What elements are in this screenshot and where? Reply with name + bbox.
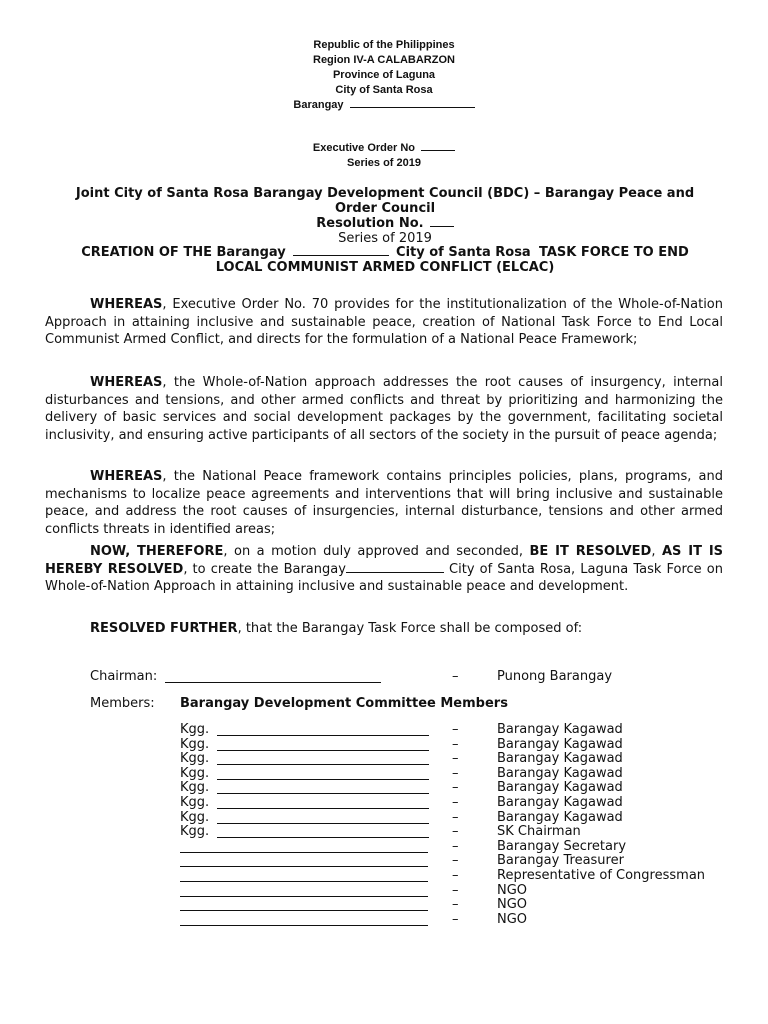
member-dash: – [452,751,459,767]
member-name-line [180,840,428,853]
member-prefix: Kgg. [180,751,210,767]
whereas-keyword: WHEREAS [90,469,163,484]
header-province: Province of Laguna [332,69,436,81]
whereas-text: , the National Peace framework contains principles policies, plans, programs, and mechanisms to localize peace agreements and interventions that will bring inclusive and sustainable peace, and address the root causes of insurgencies, internal disturbance, tensions and other armed conflicts threats in identified areas; [45,469,723,537]
member-dash: – [452,838,459,854]
resolution-number-line [40,216,730,231]
member-prefix: Kgg. [180,824,210,840]
now-therefore-text2: , [651,544,662,559]
member-dash: – [452,897,459,913]
hereby-resolved-keyword: AS IT IS HEREBY RESOLVED [45,544,724,577]
task-force-barangay-blank [346,572,444,573]
council-title-line2 [40,201,730,216]
member-prefix: Kgg. [180,736,210,752]
whereas-keyword: WHEREAS [90,375,163,390]
resolution-series: Series of 2019 [338,231,432,246]
whereas-clause-1 [45,296,723,349]
resolution-number-blank [430,226,454,227]
whereas-text: , the Whole-of-Nation approach addresses the root causes of insurgency, internal disturbances and tensions, and other armed conflicts and threat by prioritizing and harmonizing the delivery of basic services and social development packages by the government, facilitating societal inclusivity, and ensuring active participants of all sectors of the society in the pursuit of peace agenda; [45,375,723,443]
whereas-clause-3 [45,468,723,538]
member-dash: – [452,882,459,898]
council-title-text2: Order Council [334,201,436,216]
now-therefore-text3: , to create the Barangay [183,561,346,577]
now-therefore-keyword: NOW, THEREFORE [90,544,224,559]
member-name-line [217,738,429,751]
now-therefore-text1: , on a motion duly approved and seconded, [223,544,530,559]
resolved-further-clause [45,620,723,638]
member-role: NGO [497,882,528,898]
member-name-line [180,898,428,911]
executive-order-series: Series of 2019 [347,157,421,169]
member-role: Barangay Treasurer [497,853,624,869]
header-country: Republic of the Philippines [313,39,455,51]
member-role: Representative of Congressman [497,868,706,883]
member-prefix: Kgg. [180,795,210,810]
member-name-line [217,825,429,838]
now-therefore-clause [45,543,723,596]
council-title-text1: Joint City of Santa Rosa Barangay Development Council (BDC) – Barangay Peace and [75,186,695,201]
member-role: NGO [497,897,528,913]
member-role: Barangay Kagawad [497,751,623,767]
header-barangay-label: Barangay [293,99,344,111]
member-dash: – [452,795,459,810]
creation-title-line1 [40,245,730,260]
executive-order-title: Executive Order No [312,142,416,154]
resolution-number-label: Resolution No. [316,216,424,231]
member-name-line [180,869,428,882]
member-role: Barangay Kagawad [497,736,623,752]
member-prefix: Kgg. [180,765,210,781]
member-role: Barangay Secretary [497,838,627,854]
executive-order-line [0,141,768,156]
member-dash: – [452,853,459,869]
chairman-label: Chairman: [90,669,158,684]
member-role: Barangay Kagawad [497,809,623,825]
creation-city: City of Santa Rosa [396,245,531,260]
chairman-dash: – [452,669,459,684]
member-dash: – [452,911,459,927]
member-name-line [217,752,429,765]
member-dash: – [452,824,459,840]
member-dash: – [452,765,459,781]
member-role: Barangay Kagawad [497,722,623,737]
member-role: SK Chairman [497,824,581,840]
member-name-line [217,723,429,736]
member-role: Barangay Kagawad [497,765,623,781]
member-name-line [217,796,429,809]
member-dash: – [452,722,459,737]
chairman-role: Punong Barangay [497,669,613,684]
member-role: Barangay Kagawad [497,780,623,796]
member-name-line [180,913,428,926]
executive-order-blank [421,150,455,151]
creation-prefix: CREATION OF THE Barangay [81,245,286,260]
whereas-clause-2 [45,374,723,444]
member-role: Barangay Kagawad [497,795,623,810]
creation-rest: TASK FORCE TO END [538,245,689,260]
member-name-line [180,854,428,867]
member-dash: – [452,868,459,883]
whereas-keyword: WHEREAS [90,297,163,312]
member-dash: – [452,780,459,796]
member-name-line [180,884,428,897]
member-prefix: Kgg. [180,809,210,825]
member-dash: – [452,736,459,752]
barangay-blank [350,107,475,108]
resolved-further-keyword: RESOLVED FURTHER [90,621,238,636]
members-heading: Barangay Development Committee Members [180,696,508,711]
header-city: City of Santa Rosa [335,84,433,96]
member-prefix: Kgg. [180,722,210,737]
members-label: Members: [90,696,155,711]
be-it-resolved-keyword: BE IT RESOLVED [529,544,652,559]
member-name-line [217,781,429,794]
now-therefore-text4: City of Santa Rosa, Laguna Task Force on Whole-of-Nation Approach in attaining inclusive and sustainable peace and development. [45,561,723,594]
header-region: Region IV-A CALABARZON [313,54,455,66]
creation-title-line2 [40,260,730,275]
member-dash: – [452,809,459,825]
creation-barangay-blank [293,255,389,256]
resolved-further-text: , that the Barangay Task Force shall be composed of: [237,621,583,636]
creation-title-text2: LOCAL COMMUNIST ARMED CONFLICT (ELCAC) [215,260,555,275]
member-prefix: Kgg. [180,780,210,796]
council-title-line1 [40,186,730,201]
header-barangay-line [0,98,768,113]
chairman-signature-line [165,670,381,683]
member-role: NGO [497,911,528,927]
member-name-line [217,811,429,824]
whereas-text: , Executive Order No. 70 provides for the institutionalization of the Whole-of-Nation Approach in attaining inclusive and sustainable peace, creation of National Task Force to End Local Communist Armed Conflict, and directs for the formulation of a National Peace Framework; [45,297,723,347]
member-name-line [217,767,429,780]
